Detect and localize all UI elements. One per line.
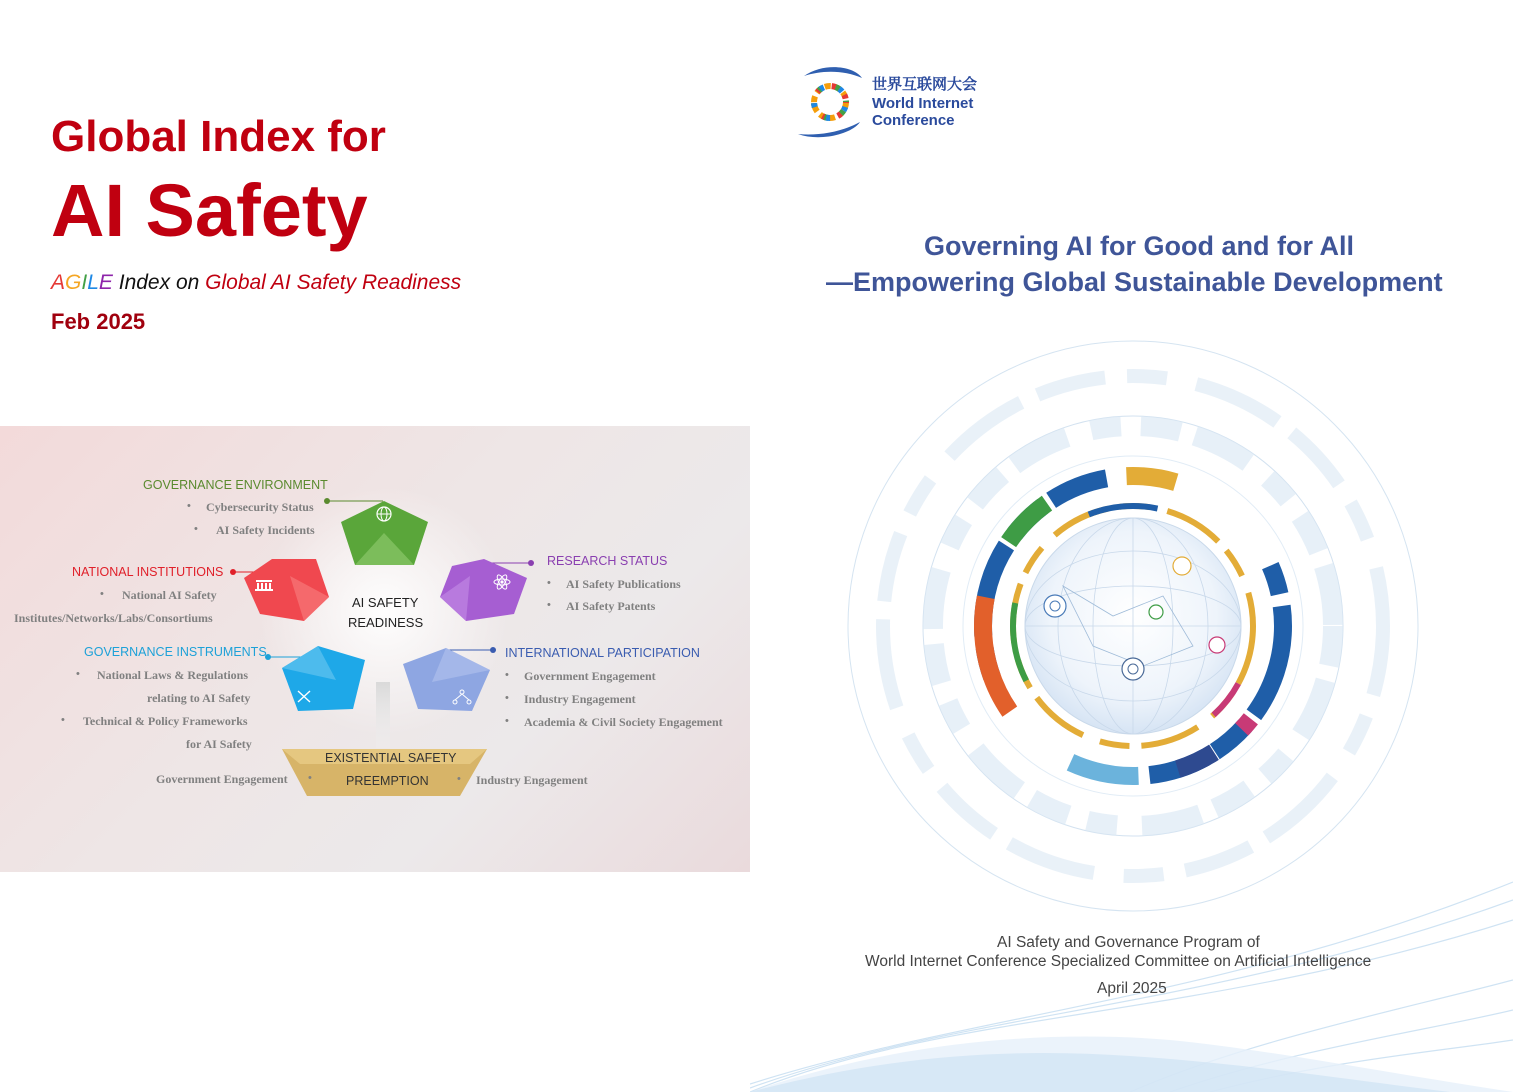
national-institutions-item: National AI Safety bbox=[122, 588, 217, 602]
agile-letter: I bbox=[81, 271, 88, 294]
center-label-line1: AI SAFETY bbox=[352, 595, 419, 610]
center-label-line2: READINESS bbox=[348, 615, 424, 630]
bullet: • bbox=[61, 714, 65, 726]
diagram-stem bbox=[376, 682, 390, 748]
bullet: • bbox=[457, 773, 461, 785]
agile-letter: L bbox=[87, 271, 99, 294]
subtitle-middle: Index on bbox=[112, 271, 206, 294]
bullet: • bbox=[100, 588, 104, 600]
existential-left-item: Government Engagement bbox=[156, 772, 288, 786]
agile-acronym bbox=[51, 271, 113, 294]
wic-logo-chinese: 世界互联网大会 bbox=[872, 76, 978, 93]
existential-label-line1: EXISTENTIAL SAFETY bbox=[325, 751, 457, 765]
footer-date: April 2025 bbox=[1097, 980, 1167, 997]
person-icon bbox=[1173, 557, 1191, 575]
connector-dot-governance bbox=[324, 498, 330, 504]
wic-logo-icon bbox=[794, 64, 868, 140]
bullet: • bbox=[547, 577, 551, 589]
report-subtitle bbox=[51, 269, 461, 297]
report-title-line2: AI Safety bbox=[51, 169, 368, 252]
connector-dot-international bbox=[490, 647, 496, 653]
wic-logo-english-line1: World Internet bbox=[872, 95, 974, 112]
report-date: Feb 2025 bbox=[51, 309, 146, 334]
agile-letter: A bbox=[51, 271, 66, 294]
research-status-title: RESEARCH STATUS bbox=[547, 554, 668, 568]
governance-environment-item: AI Safety Incidents bbox=[216, 523, 315, 537]
bullet: • bbox=[547, 599, 551, 611]
bullet: • bbox=[505, 715, 509, 727]
international-participation-item: Government Engagement bbox=[524, 669, 656, 683]
readiness-diagram bbox=[0, 426, 750, 872]
bullet: • bbox=[505, 669, 509, 681]
report-title-line1: Global Index for bbox=[51, 112, 386, 161]
shield-icon bbox=[1122, 658, 1144, 680]
wic-logo-english-line2: Conference bbox=[872, 112, 955, 129]
footer-committee: World Internet Conference Specialized Committee on Artificial Intelligence bbox=[865, 953, 1372, 970]
bullet: • bbox=[187, 500, 191, 512]
governance-instruments-item: for AI Safety bbox=[186, 737, 252, 751]
bullet: • bbox=[308, 772, 312, 784]
bullet: • bbox=[194, 523, 198, 535]
research-status-item: AI Safety Patents bbox=[566, 599, 656, 613]
governance-instruments-item: Technical & Policy Frameworks bbox=[83, 714, 248, 728]
governance-instruments-item: National Laws & Regulations bbox=[97, 668, 249, 682]
international-participation-item: Industry Engagement bbox=[524, 692, 636, 706]
national-institutions-item: Institutes/Networks/Labs/Consortiums bbox=[14, 611, 213, 625]
agile-letter: E bbox=[98, 271, 113, 294]
governance-instruments-title: GOVERNANCE INSTRUMENTS bbox=[84, 645, 267, 659]
national-institutions-title: NATIONAL INSTITUTIONS bbox=[72, 565, 224, 579]
international-participation-item: Academia & Civil Society Engagement bbox=[524, 715, 723, 729]
governance-environment-title: GOVERNANCE ENVIRONMENT bbox=[143, 478, 328, 492]
connector-dot-research bbox=[528, 560, 534, 566]
gear-icon bbox=[1209, 637, 1225, 653]
existential-right-item: Industry Engagement bbox=[476, 773, 588, 787]
governance-environment-item: Cybersecurity Status bbox=[206, 500, 314, 514]
footer-program: AI Safety and Governance Program of bbox=[997, 934, 1260, 951]
ai-chip-icon bbox=[1044, 595, 1066, 617]
bullet: • bbox=[505, 692, 509, 704]
agile-letter: G bbox=[65, 271, 82, 294]
existential-label-line2: PREEMPTION bbox=[346, 774, 429, 788]
subtitle-end: Global AI Safety Readiness bbox=[205, 271, 462, 294]
cover-title-line1: Governing AI for Good and for All bbox=[924, 231, 1354, 261]
research-status-item: AI Safety Publications bbox=[566, 577, 681, 591]
circular-globe-graphic bbox=[830, 328, 1440, 928]
international-participation-title: INTERNATIONAL PARTICIPATION bbox=[505, 646, 700, 660]
cover-title-line2: —Empowering Global Sustainable Development bbox=[826, 267, 1443, 297]
governance-instruments-item: relating to AI Safety bbox=[147, 691, 251, 705]
leaf-icon bbox=[1149, 605, 1163, 619]
bullet: • bbox=[76, 668, 80, 680]
connector-dot-institutions bbox=[230, 569, 236, 575]
